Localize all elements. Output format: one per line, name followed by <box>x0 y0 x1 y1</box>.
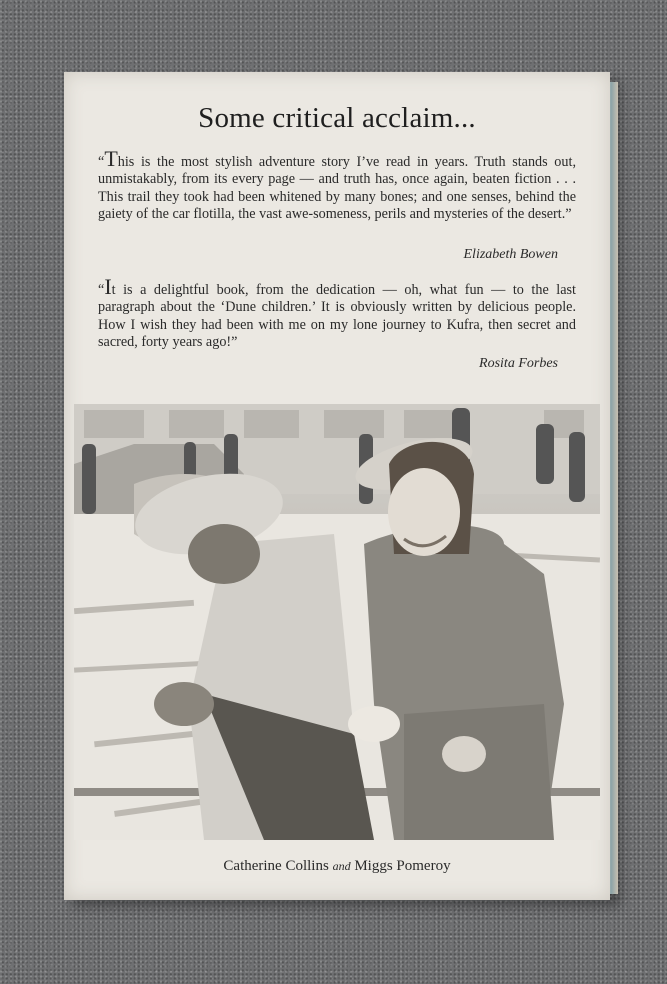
quote-2 <box>98 274 576 352</box>
author-photo <box>74 404 600 840</box>
quote-2-author: Rosita Forbes <box>479 356 558 371</box>
quote-1 <box>98 146 576 224</box>
quote-2-open-mark: “ <box>98 282 105 298</box>
quote-1-open-mark: “ <box>98 154 105 170</box>
caption-and: and <box>332 859 351 873</box>
author-photo-illustration <box>74 404 600 840</box>
photo-caption <box>64 858 610 875</box>
quote-1-author: Elizabeth Bowen <box>463 247 558 262</box>
caption-name-1: Catherine Collins <box>223 858 329 874</box>
quote-1-lead-letter: T <box>104 146 118 171</box>
caption-name-2: Miggs Pomeroy <box>354 858 451 874</box>
quote-1-text: his is the most stylish adventure story I’ve read in years. Truth stands out, unmistakably, from its every page — and truth has, once again, beaten fiction . . . This trail they took had been whitened by many bones; and one senses, behind the gaiety of the car flotilla, the vast awe-someness, perils and mysteries of the desert.” <box>98 154 576 223</box>
quote-2-text: t is a delightful book, from the dedication — oh, what fun — to the last paragraph about the ‘Dune children.’ It is obviously written by delicious people. How I wish they had been with me on my lone journey to Kufra, then secret and sacred, forty years ago!” <box>98 282 576 351</box>
quote-2-lead-letter: I <box>104 274 112 299</box>
book-back-cover <box>64 72 610 900</box>
headline: Some critical acclaim... <box>198 102 476 134</box>
